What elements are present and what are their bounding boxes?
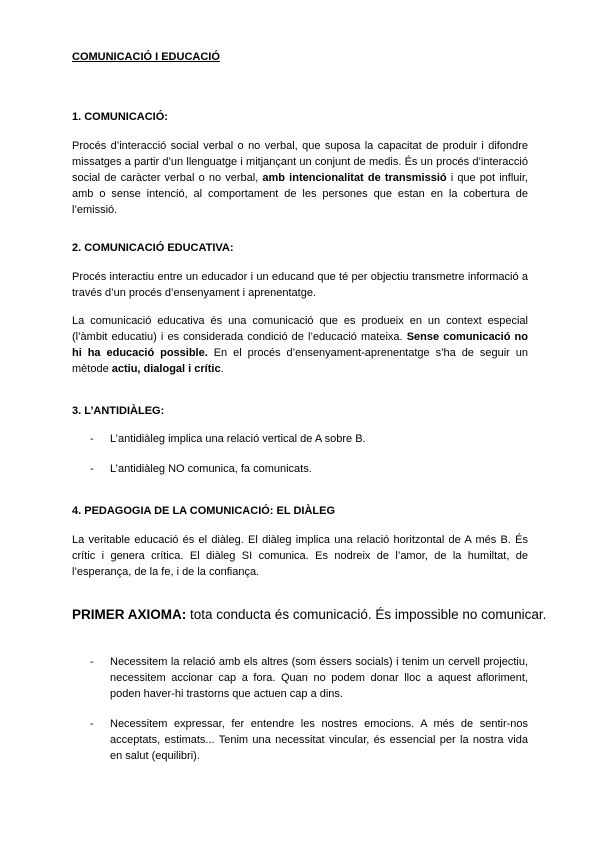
dash-bullet-icon: - [90,463,94,475]
section-1-text-bold: amb intencionalitat de transmissió [262,172,447,184]
section-1-paragraph [72,138,528,218]
dash-bullet-icon: - [90,656,94,668]
list-item-text: L’antidiàleg implica una relació vertical de A sobre B. [110,433,366,445]
axiom-list [90,654,528,764]
list-item [90,716,528,764]
list-item-text: Necessitem la relació amb els altres (som éssers socials) i tenim un cervell projectiu, necessitem accionar cap a fora. Quan no podem donar lloc a aquest afloriment, poden haver-hi trastorns que actuen cap a dins. [110,656,528,700]
section-2-paragraph-2 [72,313,528,377]
section-4-paragraph: La veritable educació és el diàleg. El diàleg implica una relació horitzontal de A més B. És crític i genera crítica. El diàleg SI comunica. Es nodreix de l’amor, de la humiltat, de l’esperança, de la fe, i de la confiança. [72,534,528,578]
antidialeg-list [90,431,528,477]
section-2-heading: 2. COMUNICACIÓ EDUCATIVA: [72,242,234,254]
list-item [90,654,528,702]
section-2-text-bold-1: Sense comunicació no hi ha educació possible. [72,331,528,359]
list-item-text: L’antidiàleg NO comunica, fa comunicats. [110,463,312,475]
list-item-text: Necessitem expressar, fer entendre les nostres emocions. A més de sentir-nos acceptats, estimats... Tenim una necessitat vincular, és essencial per la nostra vida en salut (equilibri). [110,718,528,762]
section-3-heading: 3. L’ANTIDIÀLEG: [72,405,165,417]
list-item [90,431,528,447]
section-2-text-a: La comunicació educativa és una comunicació que es produeix en un context especial (l’àmbit educatiu) i es considerada condició de l’educació mateixa. [72,315,528,343]
list-item [90,461,528,477]
section-1-text-a: Procés d’interacció social verbal o no verbal, que suposa la capacitat de produir i difondre missatges a partir d’un llenguatge i mitjançant un conjunt de medis. És un procés d’interacció social de caràcter verbal o no verbal, [72,140,528,184]
axiom-text: tota conducta és comunicació. És impossible no comunicar. [186,607,547,622]
section-4-heading: 4. PEDAGOGIA DE LA COMUNICACIÓ: EL DIÀLEG [72,505,335,517]
section-2-text-bold-2: actiu, dialogal i crític [111,363,221,375]
dash-bullet-icon: - [90,433,94,445]
axiom-label: PRIMER AXIOMA: [72,607,187,622]
dash-bullet-icon: - [90,718,94,730]
document-title: COMUNICACIÓ I EDUCACIÓ [72,51,220,63]
section-1-heading: 1. COMUNICACIÓ: [72,111,168,123]
section-2-paragraph-1: Procés interactiu entre un educador i un educand que té per objectiu transmetre informació a través d’un procés d’ensenyament i aprenentatge. [72,271,528,299]
section-1-text-c: i que pot influir, amb o sense intenció, al comportament de les persones que estan en la cobertura de l’emissió. [72,172,528,216]
section-2-text-e: . [220,363,224,375]
section-2-text-c: En el procés d’ensenyament-aprenentatge s’ha de seguir un mètode [72,347,528,375]
primer-axioma [72,606,547,624]
